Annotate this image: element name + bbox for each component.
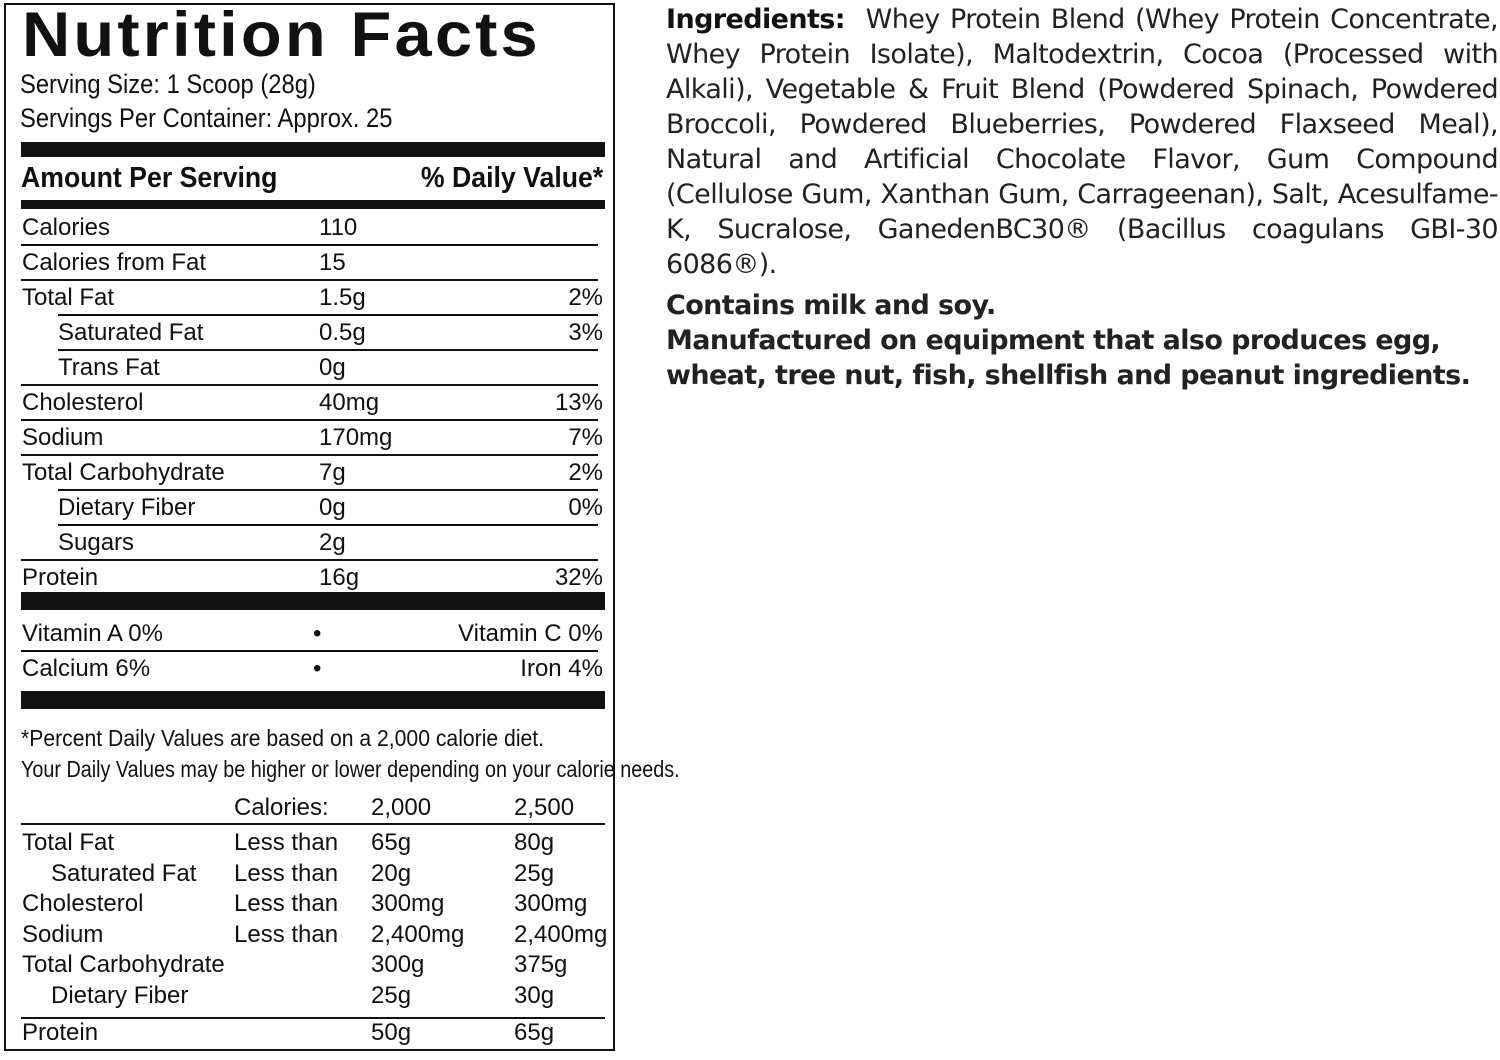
reference-row — [21, 829, 605, 860]
footnote-calorie-needs: Your Daily Values may be higher or lower depending on your calorie needs. — [21, 756, 680, 782]
nutrient-daily-value: 0% — [568, 494, 603, 521]
nutrient-amount: 2g — [319, 529, 346, 556]
reference-value-2500: 375g — [514, 951, 568, 979]
vitamin-bullet: • — [313, 655, 322, 682]
nutrient-amount: 110 — [319, 214, 358, 241]
nutrient-daily-value: 2% — [568, 284, 603, 311]
nutrient-row — [21, 385, 605, 420]
reference-name: Total Carbohydrate — [22, 951, 225, 979]
reference-row — [21, 860, 605, 891]
reference-qualifier: Less than — [234, 920, 339, 948]
nutrient-name: Cholesterol — [22, 389, 144, 416]
reference-name: Total Fat — [22, 829, 115, 856]
reference-row — [21, 951, 605, 982]
nutrient-amount: 16g — [319, 564, 360, 591]
reference-name: Sodium — [22, 920, 104, 948]
reference-value-2000: 20g — [371, 859, 412, 887]
nutrient-amount: 170mg — [319, 424, 393, 451]
reference-value-2500: 65g — [514, 1019, 555, 1046]
nutrient-amount: 15 — [319, 249, 346, 276]
reference-value-2000: 25g — [371, 982, 412, 1009]
nutrient-amount: 0g — [319, 494, 346, 521]
servings-per-container: Servings Per Container: Approx. 25 — [20, 103, 393, 133]
vitamin-row — [21, 616, 605, 651]
thin-divider — [21, 823, 605, 825]
reference-name: Saturated Fat — [51, 859, 197, 887]
thick-divider — [21, 142, 605, 157]
reference-value-2000: 300mg — [371, 890, 445, 918]
nutrient-daily-value: 2% — [568, 459, 603, 486]
reference-header — [21, 794, 605, 825]
nutrient-daily-value: 13% — [554, 389, 603, 416]
medium-divider — [21, 200, 605, 209]
reference-qualifier: Less than — [234, 859, 339, 887]
reference-row — [21, 920, 608, 952]
vitamin-right: Vitamin C 0% — [458, 620, 603, 647]
amount-per-serving-header: Amount Per Serving — [21, 162, 278, 194]
nutrient-name: Calories from Fat — [22, 249, 207, 276]
reference-name: Protein — [22, 1019, 99, 1046]
reference-row-protein — [21, 1019, 605, 1050]
nutrient-name: Total Fat — [22, 284, 115, 311]
allergen-contains: Contains milk and soy. — [666, 290, 996, 321]
reference-row — [21, 982, 605, 1013]
reference-value-2500: 30g — [514, 982, 555, 1009]
nutrient-name: Sodium — [22, 424, 104, 451]
nutrient-name: Sugars — [58, 529, 135, 556]
nutrient-row — [21, 455, 605, 490]
ingredients-text: Whey Protein Blend (Whey Protein Concentrate, Whey Protein Isolate), Maltodextrin, Cocoa (Processed with Alkali), Vegetable & Fruit Blend (Powdered Spinach, Powdered Broccoli, Powdered Blueberries, Powdered Flaxseed Meal), Natural and Artificial Chocolate Flavor, Gum Compound (Cellulose Gum, Xanthan Gum, Carrageenan), Salt, Acesulfame-K, Sucralose, GanedenBC30® (Bacillus coagulans GBI-30 6086®). — [666, 4, 1498, 280]
allergen-manufactured: Manufactured on equipment that also produces egg, wheat, tree nut, fish, shellfish and peanut ingredients. — [666, 325, 1471, 391]
nutrient-amount: 7g — [319, 459, 346, 486]
reference-value-2000: 65g — [371, 829, 412, 856]
nutrient-row — [21, 280, 605, 315]
thick-divider — [21, 592, 605, 610]
nutrient-row — [21, 350, 605, 385]
calories-label: Calories: — [234, 794, 329, 821]
nutrient-row — [21, 245, 605, 280]
nutrient-name: Saturated Fat — [58, 319, 204, 346]
reference-value-2500: 80g — [514, 829, 555, 856]
nutrient-row — [21, 560, 605, 595]
nutrition-facts-panel — [4, 0, 680, 1051]
calories-2500: 2,500 — [514, 794, 575, 821]
reference-row — [21, 890, 605, 921]
nutrient-name: Trans Fat — [58, 354, 160, 381]
reference-qualifier: Less than — [234, 829, 339, 856]
reference-value-2500: 25g — [514, 859, 555, 887]
nutrient-amount: 0.5g — [319, 319, 366, 346]
vitamin-bullet: • — [313, 620, 322, 647]
vitamin-right: Iron 4% — [520, 655, 603, 682]
vitamin-left: Calcium 6% — [22, 655, 151, 682]
ingredients-label: Ingredients: — [666, 4, 845, 35]
vitamin-row — [21, 651, 605, 686]
nutrient-name: Protein — [22, 564, 99, 591]
daily-value-header: % Daily Value* — [420, 162, 603, 194]
nutrient-row — [21, 420, 605, 455]
nutrient-row — [21, 315, 605, 350]
nutrient-row — [21, 210, 605, 245]
nutrient-daily-value: 32% — [554, 564, 603, 591]
reference-name: Cholesterol — [22, 890, 144, 918]
reference-value-2000: 300g — [371, 951, 425, 979]
nutrient-row — [21, 525, 605, 560]
reference-name: Dietary Fiber — [51, 982, 189, 1009]
calories-2000: 2,000 — [371, 794, 432, 821]
ingredients-block — [666, 2, 1498, 393]
reference-value-2000: 50g — [371, 1019, 412, 1046]
nutrient-name: Dietary Fiber — [58, 494, 196, 521]
nutrient-row — [21, 490, 605, 525]
nutrient-amount: 0g — [319, 354, 346, 381]
nutrient-daily-value: 7% — [568, 424, 603, 451]
nutrient-name: Calories — [22, 214, 111, 241]
reference-qualifier: Less than — [234, 890, 339, 918]
nutrient-daily-value: 3% — [568, 319, 603, 346]
footnote-daily-values: *Percent Daily Values are based on a 2,000 calorie diet. — [21, 725, 545, 751]
ingredients-paragraph — [666, 2, 1498, 282]
reference-value-2500: 2,400mg — [514, 920, 608, 948]
serving-size: Serving Size: 1 Scoop (28g) — [20, 69, 316, 99]
nutrient-amount: 40mg — [319, 389, 380, 416]
vitamin-left: Vitamin A 0% — [22, 620, 163, 647]
nutrition-facts-title: Nutrition Facts — [22, 0, 541, 70]
reference-value-2500: 300mg — [514, 890, 588, 918]
nutrient-name: Total Carbohydrate — [22, 459, 225, 486]
nutrient-amount: 1.5g — [319, 284, 366, 311]
thick-divider — [21, 691, 605, 709]
reference-value-2000: 2,400mg — [371, 920, 465, 948]
